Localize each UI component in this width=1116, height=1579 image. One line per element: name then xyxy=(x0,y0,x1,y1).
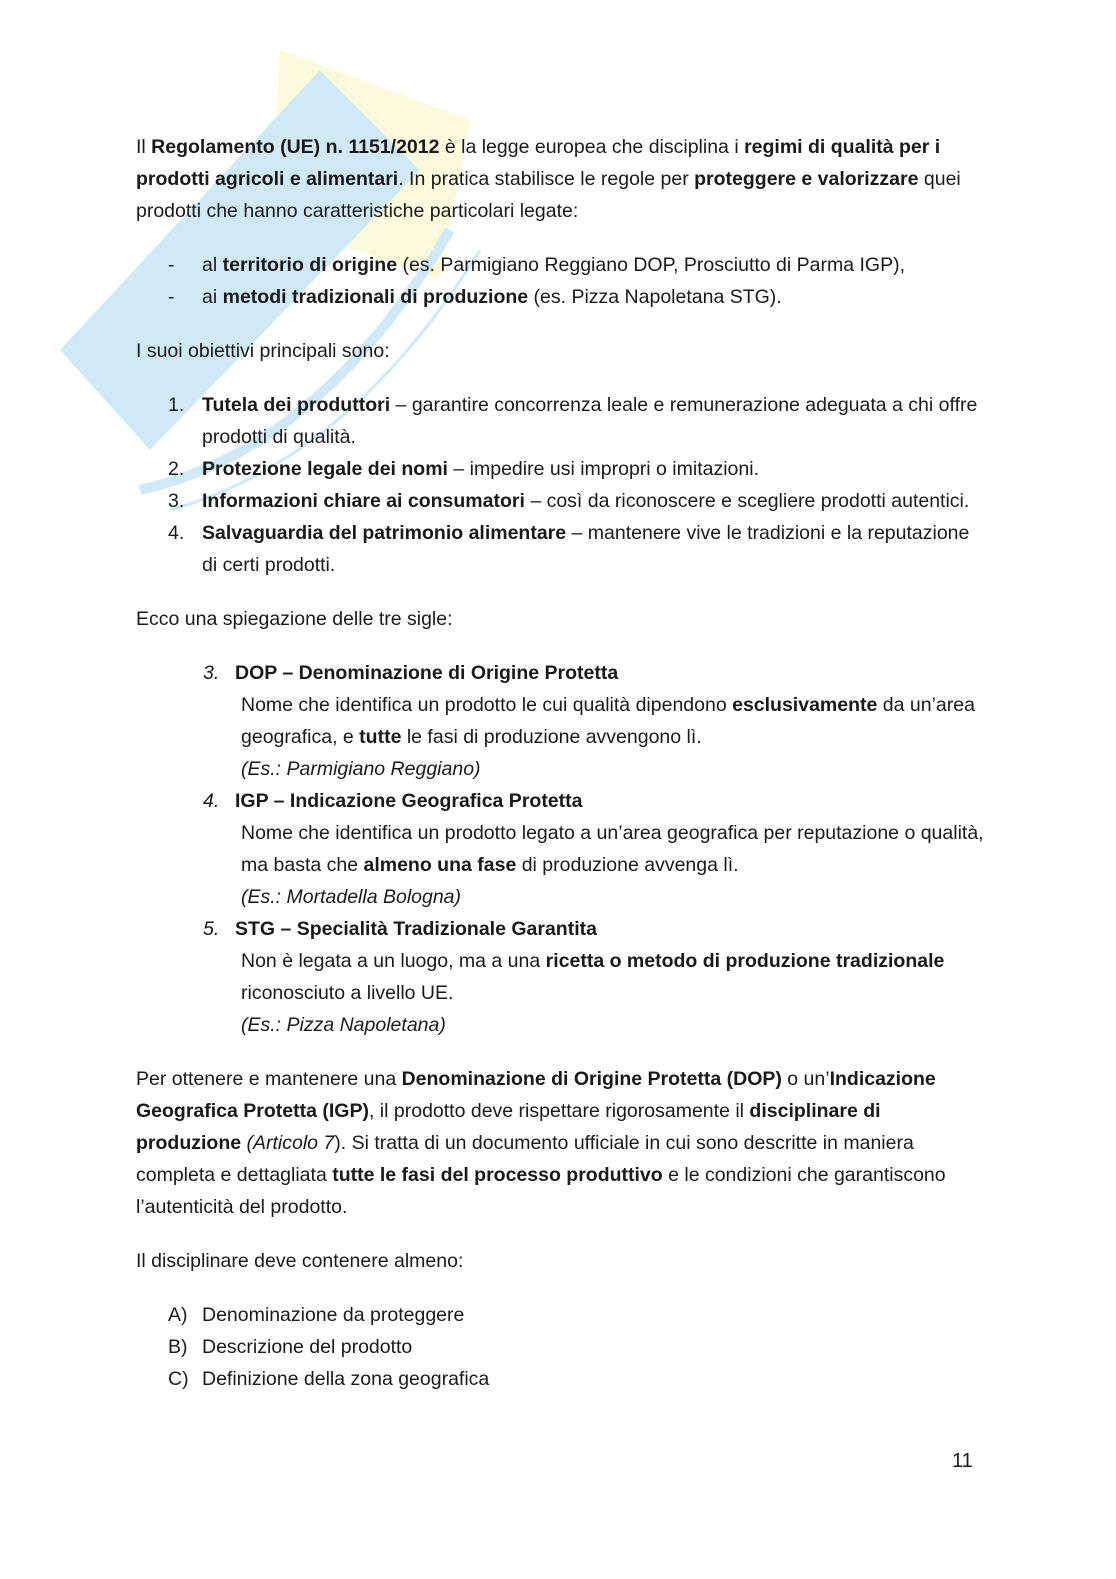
list-item xyxy=(136,249,986,281)
text-run: – impedire usi impropri o imitazioni. xyxy=(447,458,759,480)
list-marker: - xyxy=(168,286,175,308)
list-marker: - xyxy=(168,254,175,276)
list-marker: 4. xyxy=(168,522,185,544)
list-marker: B) xyxy=(168,1336,188,1358)
bold-run: regimi di qualità per i prodotti agricoli e alimentari xyxy=(136,136,941,190)
contenuto-intro: Il disciplinare deve contenere almeno: xyxy=(136,1250,464,1272)
bold-run: Informazioni chiare ai consumatori xyxy=(202,490,525,512)
list-item xyxy=(136,1331,986,1363)
list-item xyxy=(136,1299,986,1331)
sigla-item xyxy=(136,913,986,1041)
sigla-item xyxy=(136,785,986,913)
list-item-text: Denominazione da proteggere xyxy=(202,1304,465,1326)
text-run: Non è legata a un luogo, ma a una xyxy=(241,950,546,972)
bold-run: almeno una fase xyxy=(363,854,517,876)
list-marker: 2. xyxy=(168,458,185,480)
sigla-title: IGP – Indicazione Geografica Protetta xyxy=(235,790,583,812)
sigla-title: STG – Specialità Tradizionale Garantita xyxy=(235,918,597,940)
text-run: e le condizioni che garantiscono l’autenticità del prodotto. xyxy=(136,1164,946,1218)
bold-run: metodi tradizionali di produzione xyxy=(222,286,529,308)
bold-run: Indicazione Geografica Protetta (IGP) xyxy=(136,1068,936,1122)
list-marker: A) xyxy=(168,1304,188,1326)
list-item-text xyxy=(202,249,986,281)
list-item-text xyxy=(202,281,986,313)
sigla-item xyxy=(136,657,986,785)
obiettivi-list xyxy=(136,389,986,581)
sigla-example: (Es.: Parmigiano Reggiano) xyxy=(241,758,481,780)
bold-run: proteggere e valorizzare xyxy=(694,168,919,190)
list-marker: 4. xyxy=(203,790,220,812)
obiettivi-intro: I suoi obiettivi principali sono: xyxy=(136,340,390,362)
bold-run: esclusivamente xyxy=(732,694,878,716)
sigla-description xyxy=(235,945,986,1009)
list-marker: 3. xyxy=(168,490,185,512)
disciplinare-paragraph xyxy=(136,1063,986,1223)
sigle-intro: Ecco una spiegazione delle tre sigle: xyxy=(136,608,453,630)
list-item-text xyxy=(202,517,986,581)
text-run: – mantenere vive le tradizioni e la reputazione di certi prodotti. xyxy=(202,522,970,576)
text-run: – garantire concorrenza leale e remunerazione adeguata a chi offre prodotti di qualità. xyxy=(202,394,978,448)
text-run: . In pratica stabilisce le regole per xyxy=(398,168,695,190)
text-run: Per ottenere e mantenere una xyxy=(136,1068,402,1090)
legate-list xyxy=(136,249,986,313)
text-run: ai xyxy=(202,286,223,308)
list-item xyxy=(136,453,986,485)
text-run: ). Si tratta di un documento ufficiale in cui sono descritte in maniera completa e dettagliata xyxy=(136,1132,914,1186)
list-marker: 3. xyxy=(203,662,220,684)
list-item-text xyxy=(202,453,986,485)
text-run: Nome che identifica un prodotto legato a un’area geografica per reputazione o qualità, ma basta che xyxy=(241,822,984,876)
text-run: è la legge europea che disciplina i xyxy=(439,136,745,158)
sigla-description xyxy=(235,817,986,881)
bold-run: territorio di origine xyxy=(222,254,398,276)
text-run: Nome che identifica un prodotto le cui qualità dipendono xyxy=(241,694,733,716)
text-run: riconosciuto a livello UE. xyxy=(241,982,454,1004)
text-run: , il prodotto deve rispettare rigorosamente il xyxy=(368,1100,750,1122)
text-run: o un’ xyxy=(781,1068,830,1090)
bold-run: tutte le fasi del processo produttivo xyxy=(332,1164,663,1186)
bold-run: Salvaguardia del patrimonio alimentare xyxy=(202,522,567,544)
bold-run: Tutela dei produttori xyxy=(202,394,391,416)
bold-run: tutte xyxy=(359,726,402,748)
list-item-text: Descrizione del prodotto xyxy=(202,1336,413,1358)
sigla-example: (Es.: Mortadella Bologna) xyxy=(241,886,462,908)
list-item-text: Definizione della zona geografica xyxy=(202,1368,490,1390)
text-run: (es. Parmigiano Reggiano DOP, Prosciutto di Parma IGP), xyxy=(397,254,905,276)
list-item xyxy=(136,485,986,517)
sigla-title: DOP – Denominazione di Origine Protetta xyxy=(235,662,619,684)
sigla-example: (Es.: Pizza Napoletana) xyxy=(241,1014,446,1036)
list-marker: 5. xyxy=(203,918,220,940)
intro-paragraph xyxy=(136,131,986,227)
bold-run: Denominazione di Origine Protetta (DOP) xyxy=(401,1068,782,1090)
italic-run: (Articolo 7 xyxy=(246,1132,335,1154)
bold-run: Protezione legale dei nomi xyxy=(202,458,448,480)
list-marker: C) xyxy=(168,1368,189,1390)
text-run: – così da riconoscere e scegliere prodotti autentici. xyxy=(524,490,970,512)
bold-run: Regolamento (UE) n. 1151/2012 xyxy=(151,136,440,158)
bold-run: disciplinare di produzione xyxy=(136,1100,881,1154)
page-content xyxy=(136,131,986,1417)
sigla-description xyxy=(235,689,986,753)
contenuto-list xyxy=(136,1299,986,1395)
text-run: da un’area geografica, e xyxy=(241,694,975,748)
text-run: le fasi di produzione avvengono lì. xyxy=(401,726,702,748)
text-run: di produzione avvenga lì. xyxy=(516,854,739,876)
list-item xyxy=(136,281,986,313)
sigle-list xyxy=(136,657,986,1041)
list-item xyxy=(136,517,986,581)
text-run: Il xyxy=(136,136,152,158)
list-item-text xyxy=(202,389,986,453)
page-number: 11 xyxy=(952,1450,973,1472)
list-item xyxy=(136,1363,986,1395)
text-run: (es. Pizza Napoletana STG). xyxy=(528,286,782,308)
text-run: quei prodotti che hanno caratteristiche particolari legate: xyxy=(136,168,961,222)
list-marker: 1. xyxy=(168,394,185,416)
list-item-text xyxy=(202,485,986,517)
list-item xyxy=(136,389,986,453)
bold-run: ricetta o metodo di produzione tradizionale xyxy=(545,950,945,972)
text-run: al xyxy=(202,254,223,276)
